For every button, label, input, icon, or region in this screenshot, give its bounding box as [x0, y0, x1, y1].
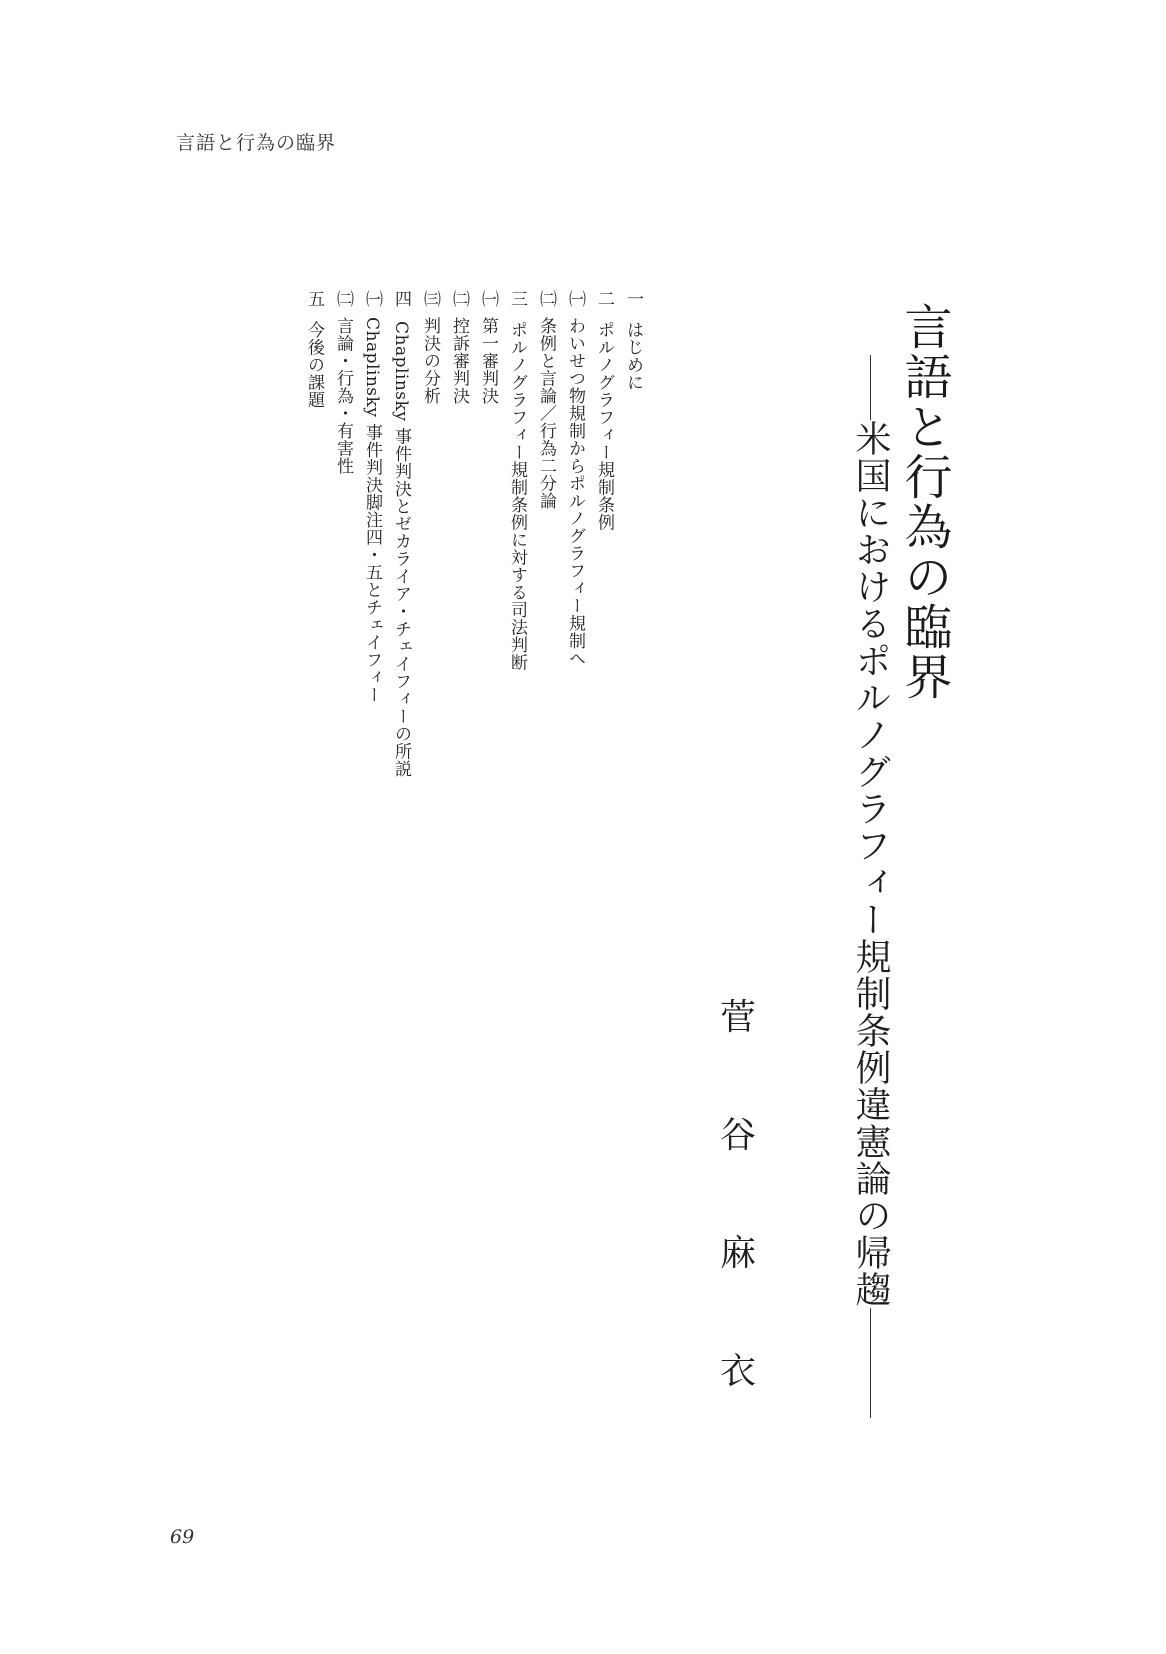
toc-text: 言論・行為・有害性: [333, 317, 353, 475]
subtitle-dash-end: [870, 1308, 871, 1418]
toc-item: [334, 290, 351, 777]
toc-number: ㈡: [449, 290, 469, 307]
toc-item: [508, 290, 525, 777]
toc-item: [624, 290, 641, 777]
toc-text: 判決の分析: [420, 317, 440, 405]
toc-number: ㈠: [362, 290, 382, 307]
article-title: 言語と行為の臨界: [896, 302, 952, 702]
toc-item: [566, 290, 583, 777]
author-char: 衣: [719, 1351, 756, 1392]
toc-item: [392, 290, 409, 777]
author-name: [719, 997, 756, 1472]
toc-text: わいせつ物規制からポルノグラフィー規制へ: [565, 317, 585, 667]
subtitle-dash-start: [870, 355, 871, 420]
toc-number: ㈠: [565, 290, 585, 307]
toc-item: [479, 290, 496, 777]
toc-number: ㈢: [420, 290, 440, 307]
toc-item: [595, 290, 612, 777]
toc-item: [363, 290, 380, 777]
toc-number: ㈡: [333, 290, 353, 307]
table-of-contents: [293, 290, 641, 777]
toc-text: ポルノグラフィー規制条例: [594, 321, 614, 531]
toc-text: 第一審判決: [478, 317, 498, 405]
toc-text: ポルノグラフィー規制条例に対する司法判断: [507, 321, 527, 671]
toc-number: 二: [594, 290, 614, 307]
toc-text: 控訴審判決: [449, 317, 469, 405]
page-number: 69: [170, 1526, 195, 1548]
toc-number: ㈠: [478, 290, 498, 307]
toc-item: [450, 290, 467, 777]
subtitle-text: 米国におけるポルノグラフィー規制条例違憲論の帰趨: [850, 420, 891, 1308]
toc-item: [537, 290, 554, 777]
author-char: 菅: [719, 997, 756, 1038]
toc-text: 条例と言論／行為二分論: [536, 317, 556, 510]
article-subtitle: [850, 355, 891, 1418]
toc-item: [421, 290, 438, 777]
toc-text: 今後の課題: [304, 321, 324, 409]
toc-item: [305, 290, 322, 777]
toc-number: 一: [623, 290, 643, 307]
running-head: 言語と行為の臨界: [176, 132, 337, 154]
author-char: 麻: [719, 1233, 756, 1274]
toc-text: Chaplinsky 事件判決脚注四・五とチェイフィー: [362, 317, 382, 704]
toc-number: 三: [507, 290, 527, 307]
toc-number: 四: [391, 290, 411, 307]
toc-number: ㈡: [536, 290, 556, 307]
toc-number: 五: [304, 290, 324, 307]
author-char: 谷: [719, 1115, 756, 1156]
toc-text: はじめに: [623, 321, 643, 391]
toc-text: Chaplinsky 事件判決とゼカライア・チェイフィーの所説: [391, 321, 411, 778]
